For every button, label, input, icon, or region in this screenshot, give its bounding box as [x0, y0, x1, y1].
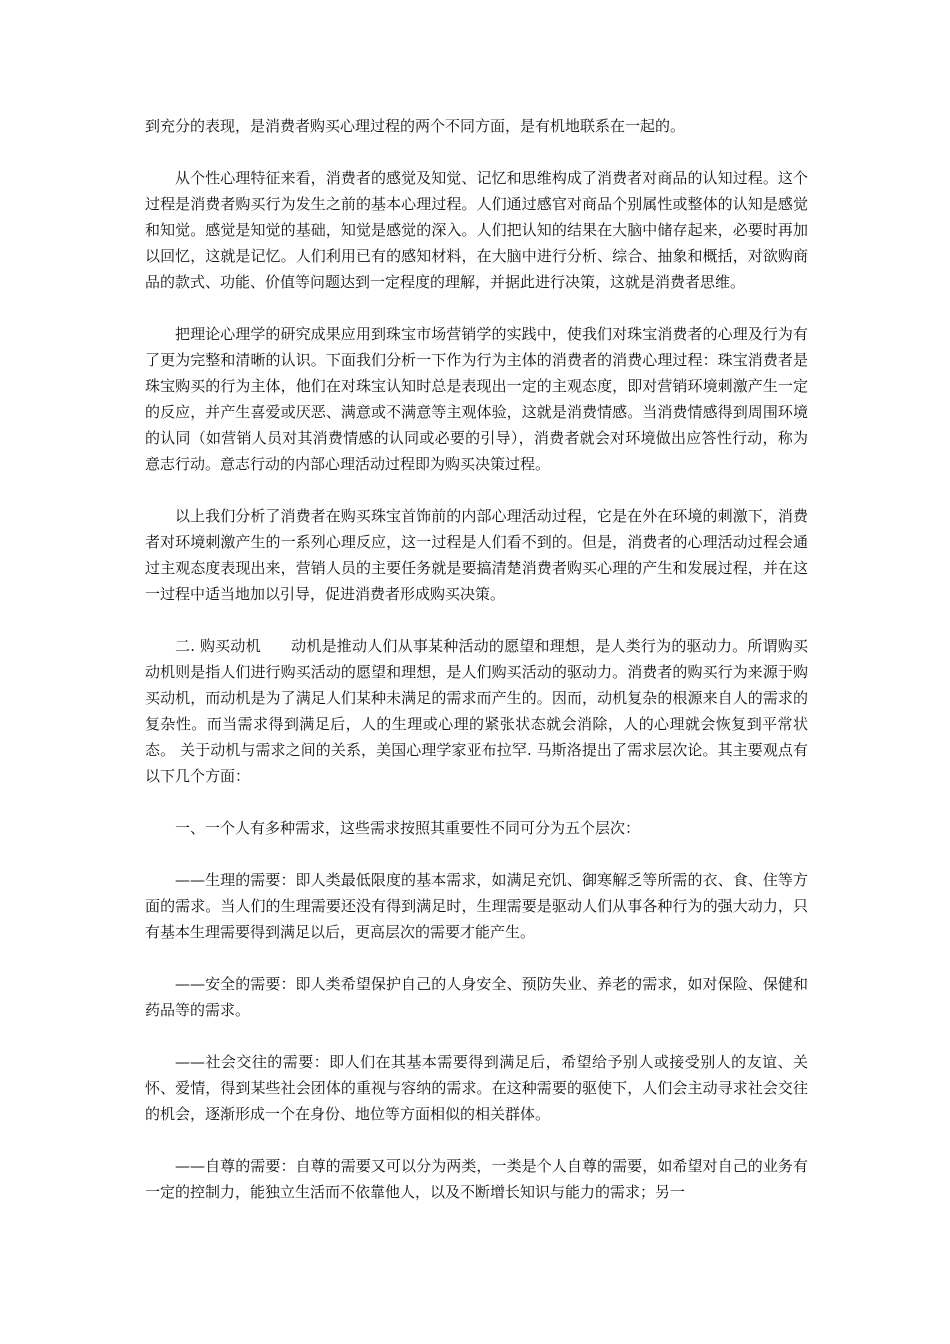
paragraph-7: ——生理的需要：即人类最低限度的基本需求，如满足充饥、御寒解乏等所需的衣、食、住等方面的需求。当人们的生理需要还没有得到满足时，生理需要是驱动人们从事各种行为的强大动力，只有基本生理需要得到满足以后，更高层次的需要才能产生。 — [145, 871, 808, 941]
paragraph-9: ——社会交往的需要：即人们在其基本需要得到满足后，希望给予别人或接受别人的友谊、关怀、爱情，得到某些社会团体的重视与容纳的需求。在这种需要的驱使下，人们会主动寻求社会交往的机会，逐渐形成一个在身份、地位等方面相似的相关群体。 — [145, 1053, 808, 1123]
paragraph-5: 二. 购买动机 动机是推动人们从事某种活动的愿望和理想，是人类行为的驱动力。所谓购买动机则是指人们进行购买活动的愿望和理想，是人们购买活动的驱动力。消费者的购买行为来源于购买动机，而动机是为了满足人们某种未满足的需求而产生的。因而，动机复杂的根源来自人的需求的复杂性。而当需求得到满足后，人的生理或心理的紧张状态就会消除，人的心理就会恢复到平常状态。 关于动机与需求之间的关系，美国心理学家亚布拉罕. 马斯洛提出了需求层次论。其主要观点有以下几个方面： — [145, 637, 808, 785]
paragraph-3: 把理论心理学的研究成果应用到珠宝市场营销学的实践中，使我们对珠宝消费者的心理及行为有了更为完整和清晰的认识。下面我们分析一下作为行为主体的消费者的消费心理过程：珠宝消费者是珠宝购买的行为主体，他们在对珠宝认知时总是表现出一定的主观态度，即对营销环境刺激产生一定的反应，并产生喜爱或厌恶、满意或不满意等主观体验，这就是消费情感。当消费情感得到周围环境的认同（如营销人员对其消费情感的认同或必要的引导），消费者就会对环境做出应答性行动，称为意志行动。意志行动的内部心理活动过程即为购买决策过程。 — [145, 325, 808, 473]
paragraph-6: 一、一个人有多种需求，这些需求按照其重要性不同可分为五个层次： — [175, 819, 641, 837]
paragraph-4: 以上我们分析了消费者在购买珠宝首饰前的内部心理活动过程，它是在外在环境的刺激下，消费者对环境刺激产生的一系列心理反应，这一过程是人们看不到的。但是，消费者的心理活动过程会通过主观态度表现出来，营销人员的主要任务就是要搞清楚消费者购买心理的产生和发展过程，并在这一过程中适当地加以引导，促进消费者形成购买决策。 — [145, 507, 808, 603]
paragraph-1: 到充分的表现，是消费者购买心理过程的两个不同方面，是有机地联系在一起的。 — [145, 117, 686, 135]
paragraph-8: ——安全的需要：即人类希望保护自己的人身安全、预防失业、养老的需求，如对保险、保健和药品等的需求。 — [145, 975, 808, 1019]
document-page — [145, 113, 808, 1231]
paragraph-10: ——自尊的需要：自尊的需要又可以分为两类，一类是个人自尊的需要，如希望对自己的业务有一定的控制力，能独立生活而不依靠他人，以及不断增长知识与能力的需求；另一 — [145, 1157, 808, 1201]
paragraph-2: 从个性心理特征来看，消费者的感觉及知觉、记忆和思维构成了消费者对商品的认知过程。这个过程是消费者购买行为发生之前的基本心理过程。人们通过感官对商品个别属性或整体的认知是感觉和知觉。感觉是知觉的基础，知觉是感觉的深入。人们把认知的结果在大脑中储存起来，必要时再加以回忆，这就是记忆。人们利用已有的感知材料，在大脑中进行分析、综合、抽象和概括，对欲购商品的款式、功能、价值等问题达到一定程度的理解，并据此进行决策，这就是消费者思维。 — [145, 169, 808, 291]
